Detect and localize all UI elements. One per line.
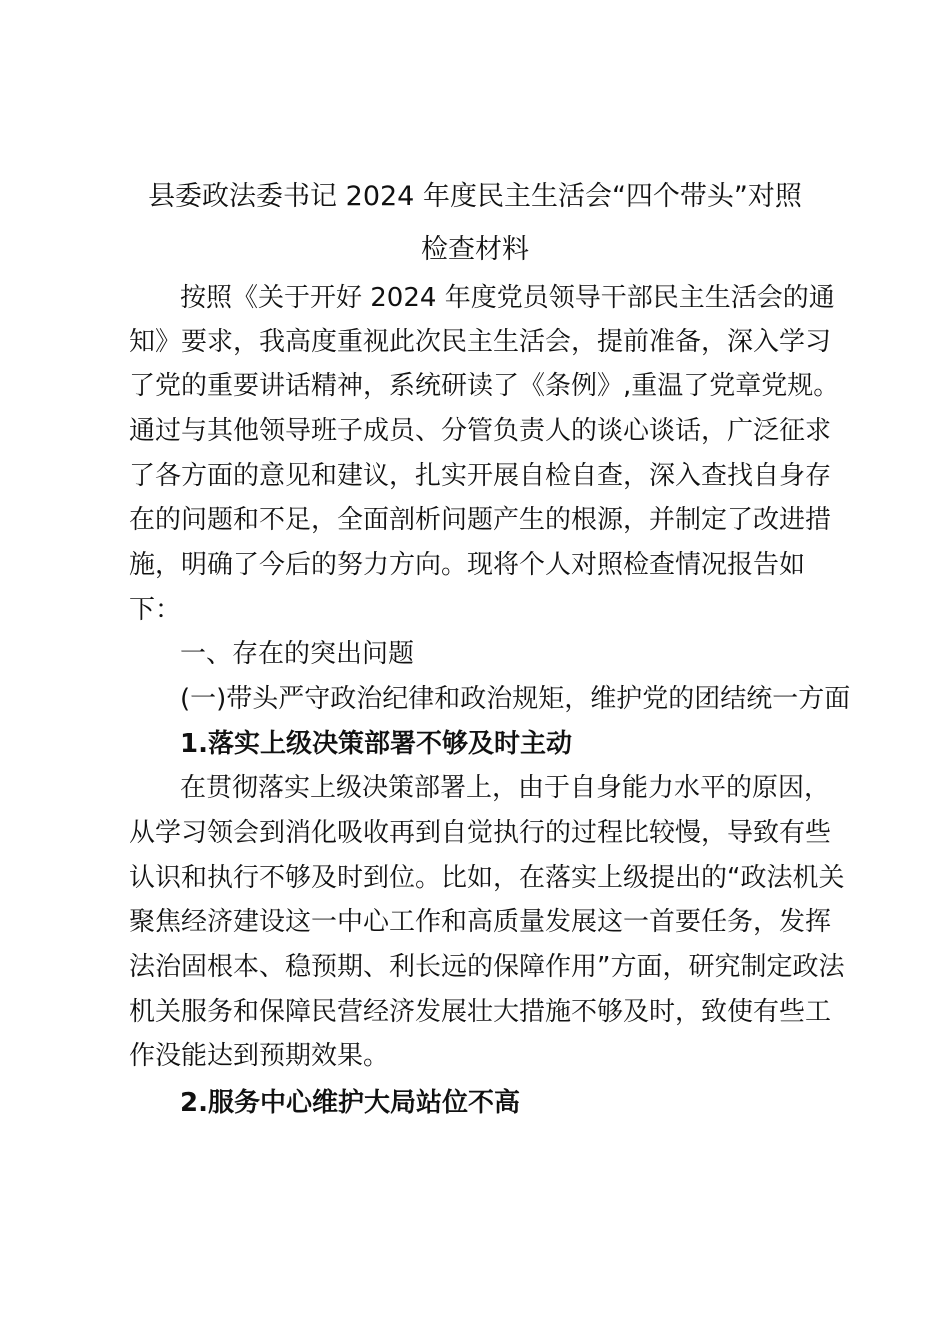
item-1-paragraph-line: 从学习领会到消化吸收再到自觉执行的过程比较慢，导致有些 [129,818,832,848]
subsection-heading: (一)带头严守政治纪律和政治规矩，维护党的团结统一方面 [180,684,851,714]
intro-paragraph-line: 知》要求，我高度重视此次民主生活会，提前准备，深入学习 [129,327,832,357]
item-1-paragraph-line: 机关服务和保障民营经济发展壮大措施不够及时，致使有些工 [129,997,832,1027]
item-1-paragraph-line: 法治固根本、稳预期、利长远的保障作用”方面，研究制定政法 [129,952,845,982]
intro-paragraph-line: 通过与其他领导班子成员、分管负责人的谈心谈话，广泛征求 [129,416,832,446]
intro-paragraph-line: 下： [129,595,182,625]
intro-paragraph-line: 施，明确了今后的努力方向。现将个人对照检查情况报告如 [129,550,806,580]
document-title-line-2: 检查材料 [421,234,529,265]
intro-paragraph-line: 了党的重要讲话精神，系统研读了《条例》,重温了党章党规。 [129,371,840,401]
intro-paragraph-line: 按照《关于开好 2024 年度党员领导干部民主生活会的通 [180,283,835,313]
intro-paragraph-line: 在的问题和不足，全面剖析问题产生的根源，并制定了改进措 [129,505,832,535]
section-heading: 一、存在的突出问题 [180,639,415,669]
item-1-paragraph-line: 聚焦经济建设这一中心工作和高质量发展这一首要任务，发挥 [129,907,832,937]
item-1-paragraph-line: 在贯彻落实上级决策部署上，由于自身能力水平的原因， [180,773,831,803]
document-title-line-1: 县委政法委书记 2024 年度民主生活会“四个带头”对照 [148,181,802,212]
intro-paragraph-line: 了各方面的意见和建议，扎实开展自检自查，深入查找自身存 [129,461,832,491]
item-1-paragraph-line: 认识和执行不够及时到位。比如，在落实上级提出的“政法机关 [129,863,845,893]
item-1-heading: 1.落实上级决策部署不够及时主动 [180,729,572,759]
item-2-heading: 2.服务中心维护大局站位不高 [180,1088,520,1118]
item-1-paragraph-line: 作没能达到预期效果。 [129,1041,390,1071]
